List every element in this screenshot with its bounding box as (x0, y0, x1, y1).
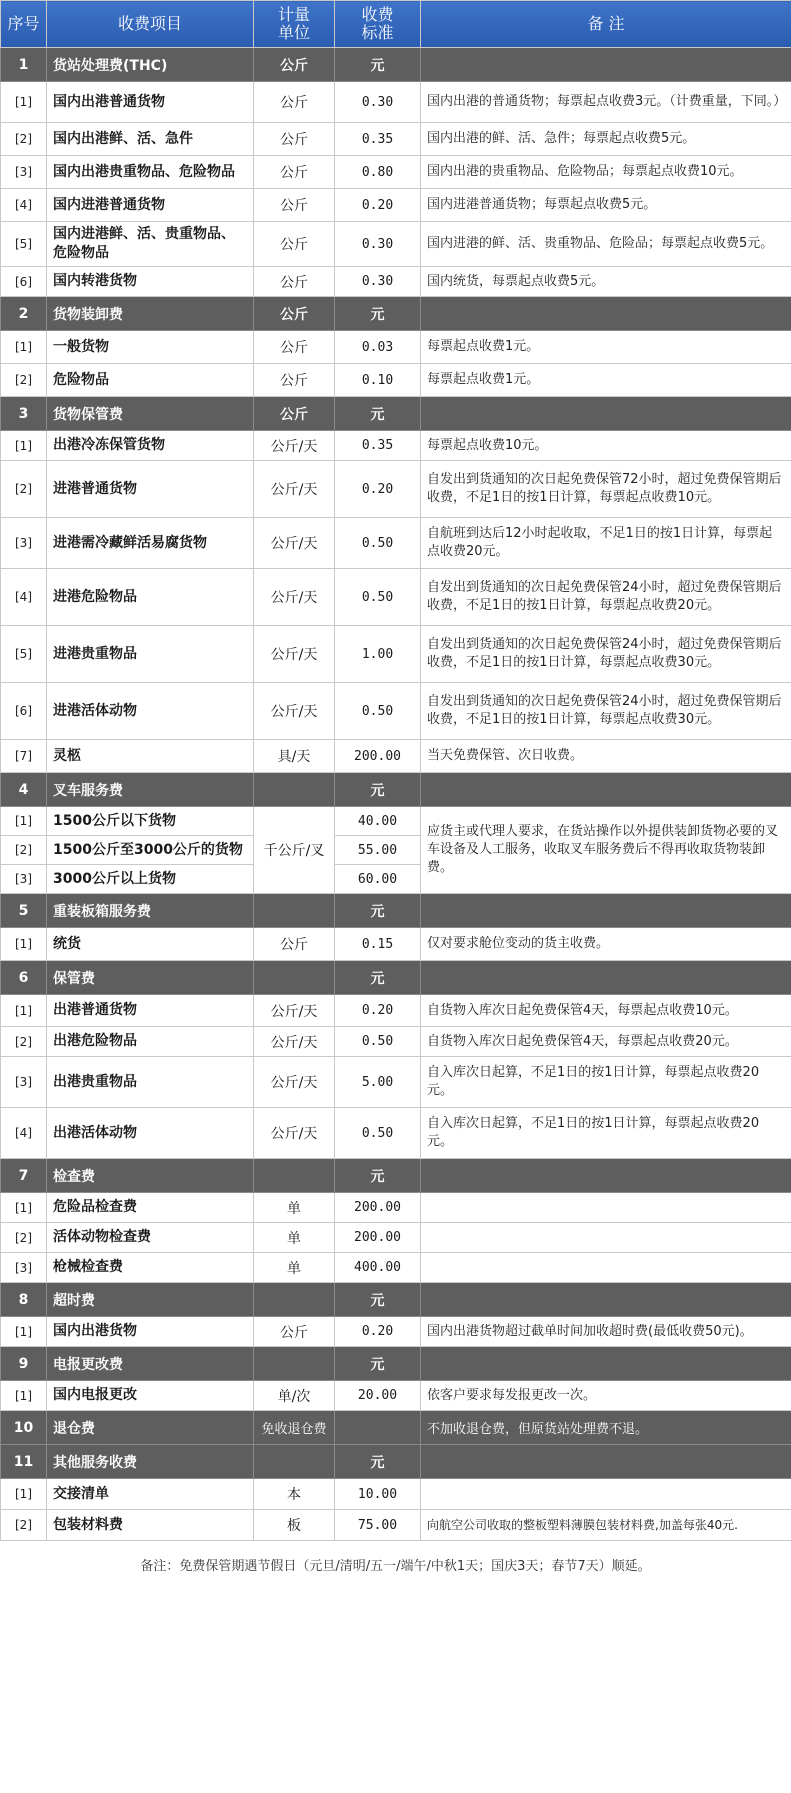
table-row (1, 626, 791, 683)
row-name: 国内出港货物 (47, 1317, 254, 1347)
row-seq: [4] (1, 1108, 47, 1159)
row-seq: [2] (1, 836, 47, 865)
table-row (1, 1317, 791, 1347)
row-seq: [4] (1, 569, 47, 626)
row-name: 进港危险物品 (47, 569, 254, 626)
row-unit: 公斤/天 (254, 626, 335, 683)
row-seq: [2] (1, 1027, 47, 1057)
row-seq: [3] (1, 1253, 47, 1283)
section-number: 2 (1, 297, 47, 331)
section-name: 保管费 (47, 961, 254, 995)
section-name: 检查费 (47, 1159, 254, 1193)
section-name: 货物保管费 (47, 397, 254, 431)
section-unit: 公斤 (254, 297, 335, 331)
row-name: 出港危险物品 (47, 1027, 254, 1057)
section-name: 超时费 (47, 1283, 254, 1317)
row-note: 国内出港的贵重物品、危险物品；每票起点收费10元。 (421, 156, 791, 189)
row-price: 0.50 (335, 1108, 421, 1159)
table-row (1, 683, 791, 740)
row-name: 出港贵重物品 (47, 1057, 254, 1108)
row-price: 10.00 (335, 1479, 421, 1510)
row-note (421, 1193, 791, 1223)
section-header (1, 1411, 791, 1445)
section-unit: 公斤 (254, 397, 335, 431)
section-unit (254, 1159, 335, 1193)
table-row (1, 740, 791, 773)
section-unit (254, 894, 335, 928)
row-name: 国内进港普通货物 (47, 189, 254, 222)
row-unit: 公斤 (254, 222, 335, 267)
row-seq: [2] (1, 364, 47, 397)
row-price: 0.20 (335, 461, 421, 518)
row-unit: 公斤 (254, 82, 335, 123)
section-header (1, 773, 791, 807)
row-unit: 公斤/天 (254, 683, 335, 740)
row-price: 0.20 (335, 189, 421, 222)
section-price-unit (335, 1411, 421, 1445)
row-name: 出港活体动物 (47, 1108, 254, 1159)
row-seq: [1] (1, 82, 47, 123)
row-name: 进港贵重物品 (47, 626, 254, 683)
section-unit: 公斤 (254, 48, 335, 82)
row-seq: [2] (1, 1510, 47, 1541)
row-name: 一般货物 (47, 331, 254, 364)
row-seq: [5] (1, 222, 47, 267)
section-note: 不加收退仓费，但原货站处理费不退。 (421, 1411, 791, 1445)
row-unit: 单 (254, 1223, 335, 1253)
row-name: 灵柩 (47, 740, 254, 773)
row-note: 仅对要求舱位变动的货主收费。 (421, 928, 791, 961)
row-unit: 板 (254, 1510, 335, 1541)
section-name: 重装板箱服务费 (47, 894, 254, 928)
row-seq: [1] (1, 1193, 47, 1223)
row-unit: 公斤 (254, 1317, 335, 1347)
row-unit: 公斤/天 (254, 995, 335, 1027)
section-unit (254, 961, 335, 995)
row-seq: [1] (1, 928, 47, 961)
row-note: 自货物入库次日起免费保管4天，每票起点收费20元。 (421, 1027, 791, 1057)
row-unit: 公斤/天 (254, 1027, 335, 1057)
row-name: 进港普通货物 (47, 461, 254, 518)
row-note: 自发出到货通知的次日起免费保管72小时，超过免费保管期后收费，不足1日的按1日计算，每票起点收费10元。 (421, 461, 791, 518)
table-row (1, 1108, 791, 1159)
row-unit: 公斤/天 (254, 1108, 335, 1159)
row-price: 0.50 (335, 1027, 421, 1057)
row-note (421, 1253, 791, 1283)
table-row (1, 518, 791, 569)
section-note (421, 1347, 791, 1381)
row-name: 交接清单 (47, 1479, 254, 1510)
table-row (1, 123, 791, 156)
header-price-line2: 标准 (361, 23, 394, 42)
header-item: 收费项目 (47, 1, 254, 48)
row-name: 1500公斤至3000公斤的货物 (47, 836, 254, 865)
row-price: 0.50 (335, 683, 421, 740)
section-number: 3 (1, 397, 47, 431)
row-price: 0.20 (335, 995, 421, 1027)
row-price: 75.00 (335, 1510, 421, 1541)
row-note: 国内进港的鲜、活、贵重物品、危险品；每票起点收费5元。 (421, 222, 791, 267)
row-seq: [3] (1, 156, 47, 189)
section-note (421, 894, 791, 928)
row-note: 当天免费保管、次日收费。 (421, 740, 791, 773)
section-name: 叉车服务费 (47, 773, 254, 807)
table-row (1, 1057, 791, 1108)
row-seq: [5] (1, 626, 47, 683)
header-unit-line2: 单位 (277, 23, 310, 42)
row-note: 自发出到货通知的次日起免费保管24小时，超过免费保管期后收费，不足1日的按1日计算，每票起点收费20元。 (421, 569, 791, 626)
row-seq: [6] (1, 683, 47, 740)
row-name: 危险物品 (47, 364, 254, 397)
row-note: 国内出港的鲜、活、急件；每票起点收费5元。 (421, 123, 791, 156)
row-note: 每票起点收费10元。 (421, 431, 791, 461)
row-name: 统货 (47, 928, 254, 961)
row-unit: 单/次 (254, 1381, 335, 1411)
section-price-unit: 元 (335, 1159, 421, 1193)
row-seq: [2] (1, 461, 47, 518)
table-row (1, 1510, 791, 1541)
table-row (1, 1223, 791, 1253)
section-price-unit: 元 (335, 1445, 421, 1479)
row-price: 1.00 (335, 626, 421, 683)
table-row (1, 82, 791, 123)
row-seq: [2] (1, 1223, 47, 1253)
row-name: 活体动物检查费 (47, 1223, 254, 1253)
row-price: 0.35 (335, 431, 421, 461)
section-unit (254, 1347, 335, 1381)
section-header (1, 1445, 791, 1479)
section-header (1, 48, 791, 82)
row-name: 进港需冷藏鲜活易腐货物 (47, 518, 254, 569)
row-seq: [3] (1, 1057, 47, 1108)
row-seq: [1] (1, 1479, 47, 1510)
row-unit: 具/天 (254, 740, 335, 773)
row-price: 60.00 (335, 865, 421, 894)
row-name: 进港活体动物 (47, 683, 254, 740)
row-price: 200.00 (335, 1193, 421, 1223)
row-name: 国内进港鲜、活、贵重物品、危险物品 (47, 222, 254, 267)
row-price: 20.00 (335, 1381, 421, 1411)
row-price: 5.00 (335, 1057, 421, 1108)
section-name: 电报更改费 (47, 1347, 254, 1381)
row-note (421, 1223, 791, 1253)
table-row (1, 189, 791, 222)
row-name: 国内出港鲜、活、急件 (47, 123, 254, 156)
table-row (1, 267, 791, 297)
section-unit (254, 773, 335, 807)
section-header (1, 961, 791, 995)
row-price: 0.80 (335, 156, 421, 189)
section-note (421, 1283, 791, 1317)
section-price-unit: 元 (335, 397, 421, 431)
table-row (1, 1381, 791, 1411)
row-note: 每票起点收费1元。 (421, 364, 791, 397)
section-note (421, 961, 791, 995)
section-number: 6 (1, 961, 47, 995)
row-price: 200.00 (335, 1223, 421, 1253)
table-row (1, 995, 791, 1027)
row-note: 国内统货，每票起点收费5元。 (421, 267, 791, 297)
section-note (421, 1159, 791, 1193)
section-price-unit: 元 (335, 1283, 421, 1317)
row-price: 0.30 (335, 267, 421, 297)
section-number: 4 (1, 773, 47, 807)
row-unit: 公斤/天 (254, 461, 335, 518)
table-row (1, 1193, 791, 1223)
section-note (421, 1445, 791, 1479)
row-name: 出港普通货物 (47, 995, 254, 1027)
row-unit: 公斤/天 (254, 1057, 335, 1108)
section-name: 其他服务收费 (47, 1445, 254, 1479)
row-price: 55.00 (335, 836, 421, 865)
row-seq: [3] (1, 865, 47, 894)
table-row (1, 928, 791, 961)
table-row (1, 222, 791, 267)
section-header (1, 1159, 791, 1193)
section-number: 11 (1, 1445, 47, 1479)
table-header (1, 1, 791, 48)
row-note: 自货物入库次日起免费保管4天，每票起点收费10元。 (421, 995, 791, 1027)
section-header (1, 397, 791, 431)
section-note (421, 297, 791, 331)
table-footnote: 备注：免费保管期遇节假日（元旦/清明/五一/端午/中秋1天；国庆3天；春节7天）顺延。 (140, 1559, 651, 1574)
row-seq: [1] (1, 1381, 47, 1411)
section-note (421, 397, 791, 431)
section-name: 货物装卸费 (47, 297, 254, 331)
row-note: 自航班到达后12小时起收取，不足1日的按1日计算，每票起点收费20元。 (421, 518, 791, 569)
row-note: 每票起点收费1元。 (421, 331, 791, 364)
row-note: 自发出到货通知的次日起免费保管24小时，超过免费保管期后收费，不足1日的按1日计算，每票起点收费30元。 (421, 683, 791, 740)
forklift-shared-unit: 千公斤/叉 (254, 807, 335, 894)
section-header (1, 297, 791, 331)
row-seq: [1] (1, 331, 47, 364)
row-unit: 公斤 (254, 928, 335, 961)
section-header (1, 894, 791, 928)
row-note: 向航空公司收取的整板塑料薄膜包装材料费,加盖每张40元. (421, 1510, 791, 1541)
section-number: 10 (1, 1411, 47, 1445)
row-note: 国内进港普通货物；每票起点收费5元。 (421, 189, 791, 222)
header-unit (254, 1, 335, 48)
section-number: 1 (1, 48, 47, 82)
row-seq: [1] (1, 431, 47, 461)
table-row (1, 331, 791, 364)
row-seq: [1] (1, 807, 47, 836)
section-name: 退仓费 (47, 1411, 254, 1445)
header-unit-line1: 计量 (277, 5, 310, 24)
section-header (1, 1347, 791, 1381)
row-price: 0.10 (335, 364, 421, 397)
section-price-unit: 元 (335, 297, 421, 331)
row-price: 0.30 (335, 82, 421, 123)
row-name: 危险品检查费 (47, 1193, 254, 1223)
row-seq: [7] (1, 740, 47, 773)
row-price: 0.30 (335, 222, 421, 267)
row-name: 国内电报更改 (47, 1381, 254, 1411)
section-unit: 免收退仓费 (254, 1411, 335, 1445)
row-name: 国内出港普通货物 (47, 82, 254, 123)
row-note (421, 1479, 791, 1510)
row-note: 自发出到货通知的次日起免费保管24小时，超过免费保管期后收费，不足1日的按1日计算，每票起点收费30元。 (421, 626, 791, 683)
row-name: 包装材料费 (47, 1510, 254, 1541)
section-price-unit: 元 (335, 1347, 421, 1381)
header-price-line1: 收费 (361, 5, 394, 24)
table-row (1, 431, 791, 461)
row-seq: [4] (1, 189, 47, 222)
row-name: 国内出港贵重物品、危险物品 (47, 156, 254, 189)
section-number: 8 (1, 1283, 47, 1317)
row-name: 3000公斤以上货物 (47, 865, 254, 894)
table-row (1, 364, 791, 397)
row-price: 0.50 (335, 569, 421, 626)
section-number: 9 (1, 1347, 47, 1381)
row-unit: 单 (254, 1193, 335, 1223)
table-row (1, 1253, 791, 1283)
row-unit: 公斤 (254, 331, 335, 364)
row-unit: 公斤/天 (254, 569, 335, 626)
section-price-unit: 元 (335, 894, 421, 928)
row-unit: 公斤 (254, 267, 335, 297)
forklift-shared-note: 应货主或代理人要求，在货站操作以外提供装卸货物必要的叉车设备及人工服务，收取叉车服务费后不得再收取货物装卸费。 (421, 807, 791, 894)
row-unit: 单 (254, 1253, 335, 1283)
header-note: 备 注 (421, 1, 791, 48)
row-note: 国内出港的普通货物；每票起点收费3元。（计费重量，下同。） (421, 82, 791, 123)
section-header (1, 1283, 791, 1317)
row-seq: [1] (1, 995, 47, 1027)
row-note: 国内出港货物超过截单时间加收超时费(最低收费50元)。 (421, 1317, 791, 1347)
section-number: 7 (1, 1159, 47, 1193)
row-note: 自入库次日起算，不足1日的按1日计算，每票起点收费20元。 (421, 1057, 791, 1108)
row-seq: [2] (1, 123, 47, 156)
table-row (1, 156, 791, 189)
row-price: 40.00 (335, 807, 421, 836)
table-row (1, 569, 791, 626)
row-unit: 公斤 (254, 123, 335, 156)
row-note: 自入库次日起算，不足1日的按1日计算，每票起点收费20元。 (421, 1108, 791, 1159)
table-row (1, 461, 791, 518)
row-name: 国内转港货物 (47, 267, 254, 297)
row-unit: 公斤 (254, 189, 335, 222)
section-note (421, 773, 791, 807)
row-unit: 公斤 (254, 364, 335, 397)
row-seq: [6] (1, 267, 47, 297)
row-seq: [1] (1, 1317, 47, 1347)
row-name: 出港冷冻保管货物 (47, 431, 254, 461)
row-note: 依客户要求每发报更改一次。 (421, 1381, 791, 1411)
table-row (1, 807, 791, 836)
row-unit: 公斤/天 (254, 431, 335, 461)
row-price: 0.35 (335, 123, 421, 156)
row-name: 1500公斤以下货物 (47, 807, 254, 836)
table-row (1, 1479, 791, 1510)
row-price: 0.03 (335, 331, 421, 364)
section-price-unit: 元 (335, 48, 421, 82)
row-price: 200.00 (335, 740, 421, 773)
header-seq: 序号 (1, 1, 47, 48)
row-price: 0.20 (335, 1317, 421, 1347)
row-unit: 公斤 (254, 156, 335, 189)
section-name: 货站处理费(THC) (47, 48, 254, 82)
row-price: 0.50 (335, 518, 421, 569)
header-price (335, 1, 421, 48)
row-unit: 公斤/天 (254, 518, 335, 569)
section-note (421, 48, 791, 82)
section-price-unit: 元 (335, 961, 421, 995)
section-unit (254, 1445, 335, 1479)
row-price: 0.15 (335, 928, 421, 961)
row-unit: 本 (254, 1479, 335, 1510)
section-price-unit: 元 (335, 773, 421, 807)
section-number: 5 (1, 894, 47, 928)
row-seq: [3] (1, 518, 47, 569)
section-unit (254, 1283, 335, 1317)
table-row (1, 1027, 791, 1057)
row-name: 枪械检查费 (47, 1253, 254, 1283)
row-price: 400.00 (335, 1253, 421, 1283)
